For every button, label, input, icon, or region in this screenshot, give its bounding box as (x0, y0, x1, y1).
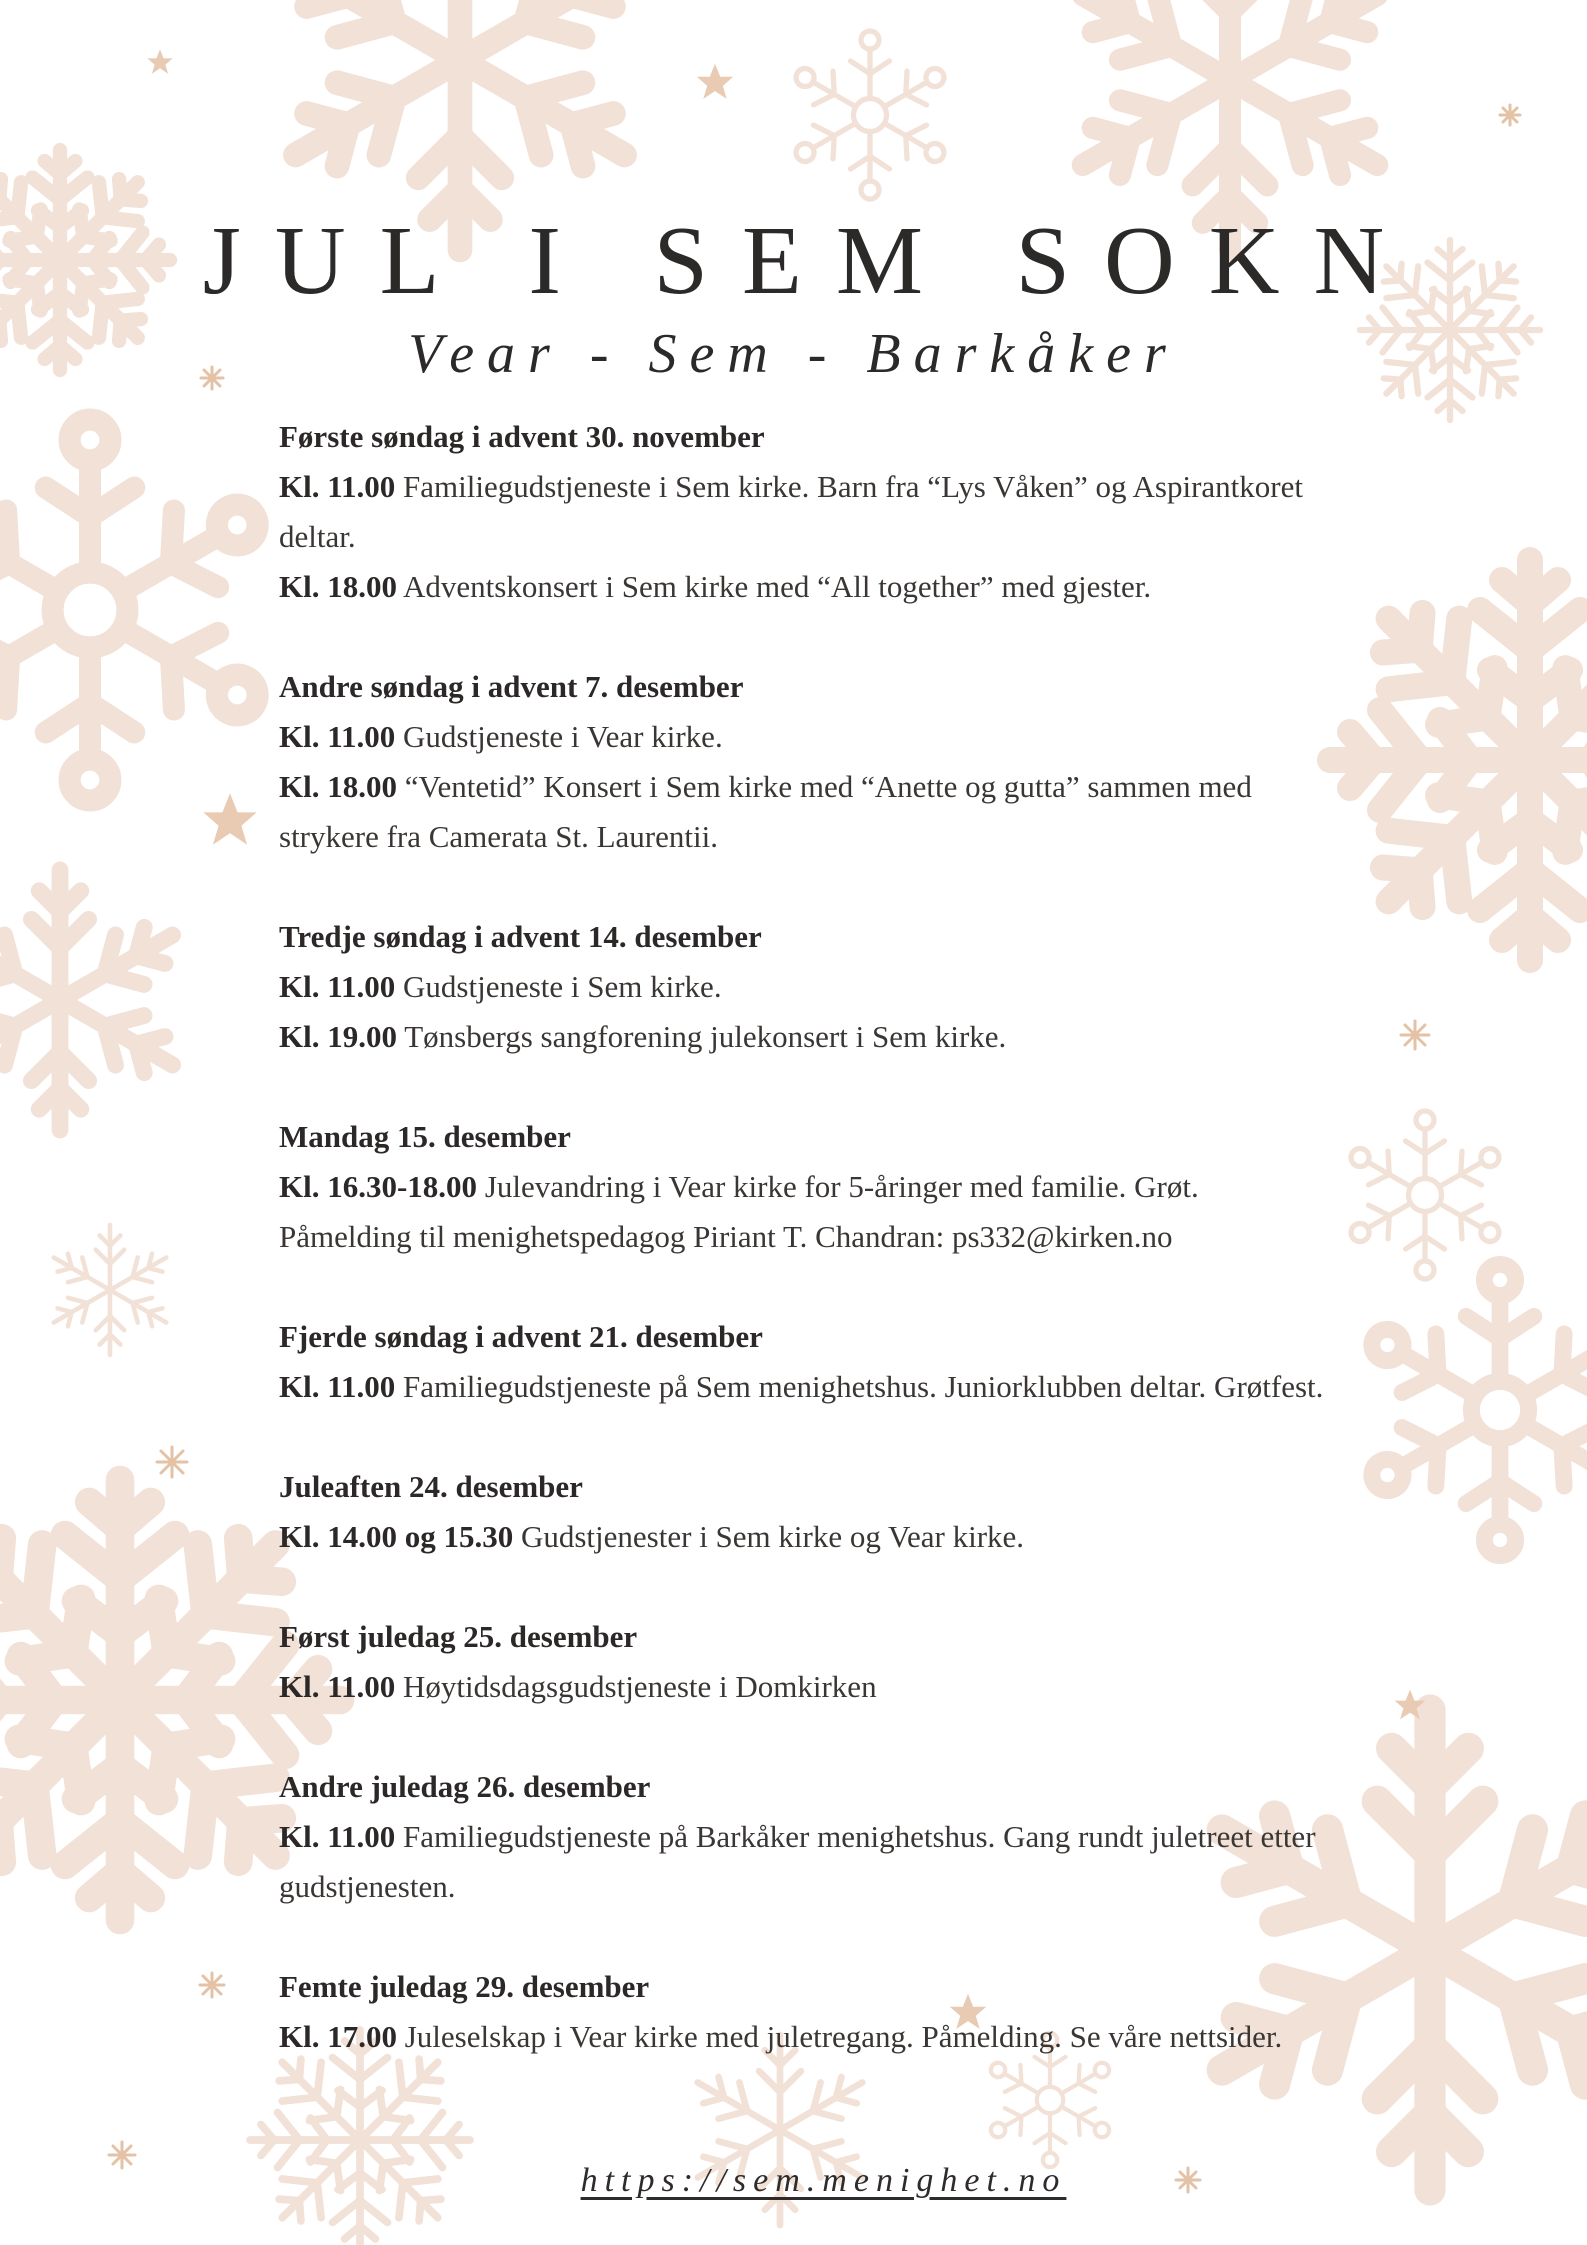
event-entry (279, 462, 1339, 562)
event-description: “Ventetid” Konsert i Sem kirke med “Anette og gutta” sammen med strykere fra Camerata St. Laurentii. (279, 769, 1252, 854)
event-entry (279, 1162, 1339, 1262)
event-description: Tønsbergs sangforening julekonsert i Sem kirke. (404, 1019, 1007, 1054)
event-entry (279, 1812, 1339, 1912)
event-time: Kl. 11.00 (279, 719, 396, 754)
event-description: Adventskonsert i Sem kirke med “All together” med gjester. (403, 569, 1152, 604)
schedule-section (279, 1762, 1339, 1912)
event-entry (279, 1512, 1339, 1562)
event-time: Kl. 11.00 (279, 1669, 396, 1704)
event-time: Kl. 11.00 (279, 1369, 396, 1404)
event-description: Høytidsdagsgudstjeneste i Domkirken (403, 1669, 877, 1704)
section-heading: Fjerde søndag i advent 21. desember (279, 1319, 763, 1354)
website-link[interactable]: https://sem.menighet.no (580, 2162, 1067, 2199)
section-heading: Juleaften 24. desember (279, 1469, 583, 1504)
event-description: Juleselskap i Vear kirke med juletregang. Påmelding. Se våre nettsider. (404, 2019, 1283, 2054)
event-entry (279, 1362, 1339, 1412)
section-heading: Første søndag i advent 30. november (279, 419, 765, 454)
event-time: Kl. 17.00 (279, 2019, 397, 2054)
event-entry (279, 1662, 1339, 1712)
event-entry (279, 712, 1339, 762)
section-heading: Andre juledag 26. desember (279, 1769, 651, 1804)
event-entry (279, 762, 1339, 862)
schedule-section (279, 1962, 1339, 2062)
schedule-section (279, 662, 1339, 862)
schedule-section (279, 1462, 1339, 1562)
schedule-section (279, 1112, 1339, 1262)
event-entry (279, 2012, 1339, 2062)
schedule-section (279, 1612, 1339, 1712)
event-time: Kl. 11.00 (279, 969, 396, 1004)
section-heading: Mandag 15. desember (279, 1119, 571, 1154)
event-description: Familiegudstjeneste i Sem kirke. Barn fra “Lys Våken” og Aspirantkoret deltar. (279, 469, 1303, 554)
page-title: JUL I SEM SOKN (202, 207, 1419, 315)
event-entry (279, 1012, 1339, 1062)
page-subtitle: Vear - Sem - Barkåker (408, 323, 1179, 385)
section-heading: Femte juledag 29. desember (279, 1969, 650, 2004)
event-schedule (279, 412, 1339, 2112)
section-heading: Først juledag 25. desember (279, 1619, 638, 1654)
schedule-section (279, 412, 1339, 612)
event-entry (279, 962, 1339, 1012)
schedule-section (279, 1312, 1339, 1412)
event-time: Kl. 18.00 (279, 769, 397, 804)
schedule-section (279, 912, 1339, 1062)
event-description: Gudstjeneste i Vear kirke. (403, 719, 723, 754)
event-time: Kl. 11.00 (279, 1819, 396, 1854)
event-time: Kl. 16.30-18.00 (279, 1169, 478, 1204)
event-description: Familiegudstjeneste på Barkåker menighetshus. Gang rundt juletreet etter gudstjenesten. (279, 1819, 1316, 1904)
event-description: Gudstjeneste i Sem kirke. (403, 969, 722, 1004)
event-description: Julevandring i Vear kirke for 5-åringer med familie. Grøt. Påmelding til menighetspedagog Piriant T. Chandran: ps332@kirken.no (279, 1169, 1199, 1254)
event-time: Kl. 14.00 og 15.30 (279, 1519, 514, 1554)
section-heading: Andre søndag i advent 7. desember (279, 669, 744, 704)
event-time: Kl. 18.00 (279, 569, 397, 604)
section-heading: Tredje søndag i advent 14. desember (279, 919, 762, 954)
event-time: Kl. 19.00 (279, 1019, 397, 1054)
event-entry (279, 562, 1339, 612)
event-time: Kl. 11.00 (279, 469, 396, 504)
event-description: Familiegudstjeneste på Sem menighetshus. Juniorklubben deltar. Grøtfest. (403, 1369, 1324, 1404)
event-description: Gudstjenester i Sem kirke og Vear kirke. (520, 1519, 1025, 1554)
